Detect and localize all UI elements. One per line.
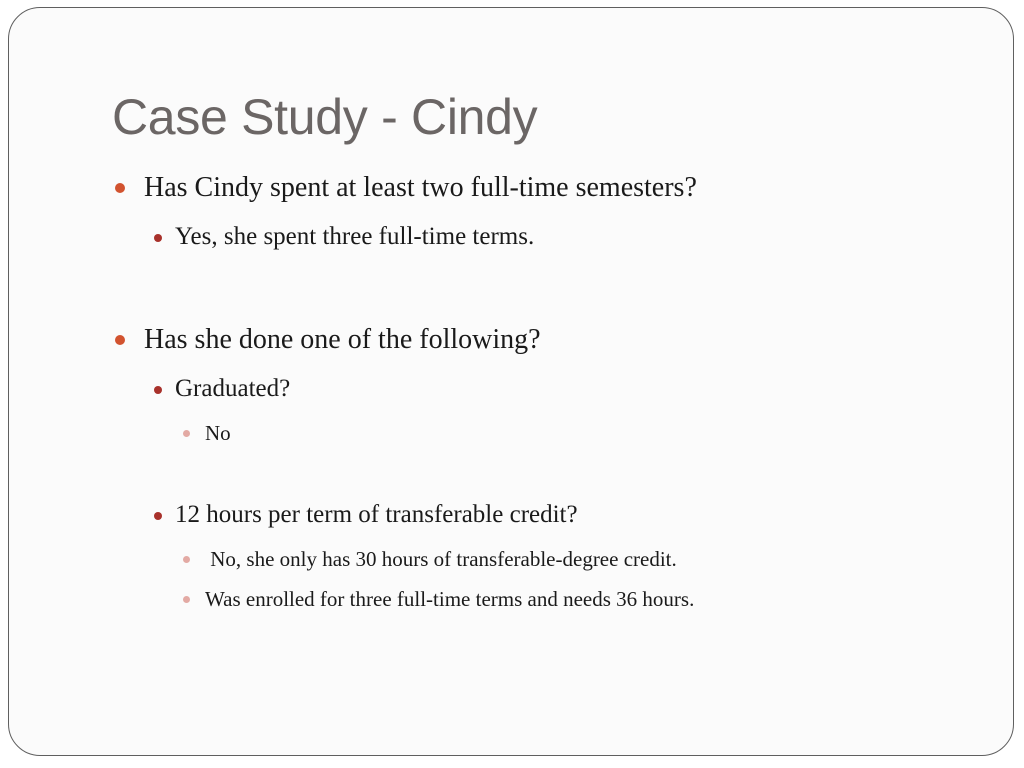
bullet-text-level2: 12 hours per term of transferable credit? — [175, 501, 578, 528]
bullet-level1 — [115, 335, 125, 345]
bullet-text-level2: Graduated? — [175, 375, 291, 402]
bullet-level2 — [154, 386, 162, 394]
bullet-text-level3: No, she only has 30 hours of transferable-degree credit. — [205, 547, 677, 571]
bullet-text-level1: Has she done one of the following? — [144, 324, 541, 355]
bullet-level1 — [115, 183, 125, 193]
bullet-level2 — [154, 234, 162, 242]
bullet-level3 — [183, 556, 190, 563]
slide-title: Case Study - Cindy — [112, 89, 538, 145]
bullet-level3 — [183, 430, 190, 437]
bullet-text-level3: No — [205, 421, 231, 445]
bullet-level2 — [154, 512, 162, 520]
bullet-text-level1: Has Cindy spent at least two full-time semesters? — [144, 172, 697, 203]
bullet-text-level3: Was enrolled for three full-time terms and needs 36 hours. — [205, 587, 695, 611]
bullet-text-level2: Yes, she spent three full-time terms. — [175, 223, 535, 250]
bullet-level3 — [183, 596, 190, 603]
